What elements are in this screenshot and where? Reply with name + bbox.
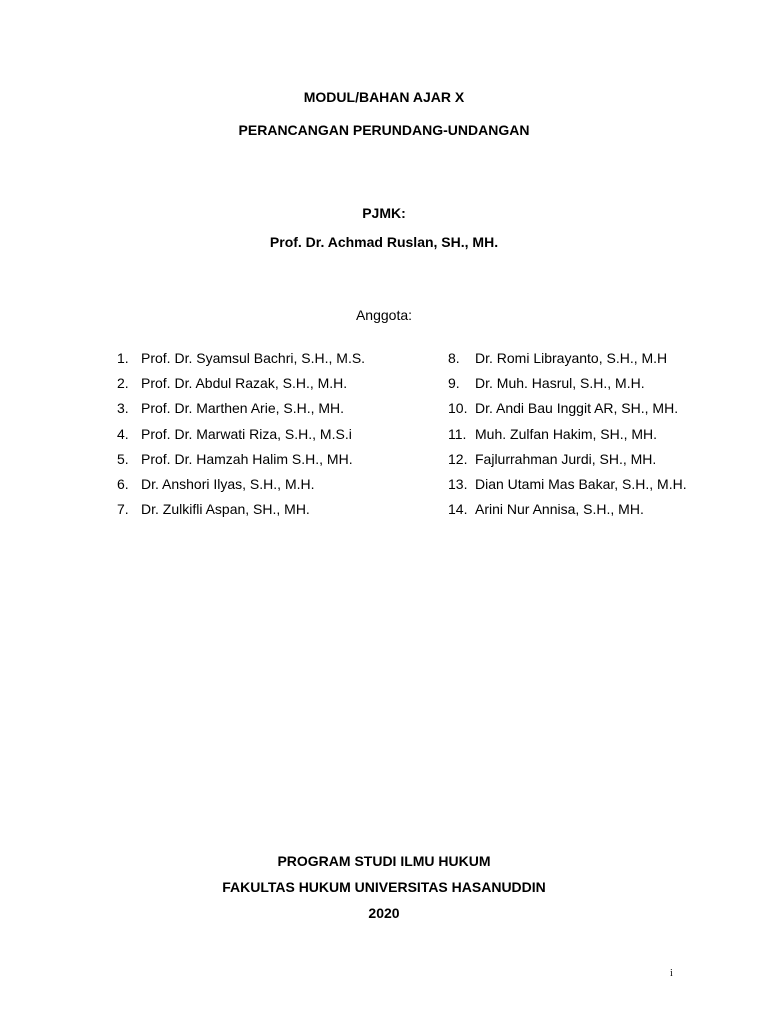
member-number: 7. (117, 501, 129, 518)
member-number: 6. (117, 475, 129, 492)
member-name: Dr. Muh. Hasrul, S.H., M.H. (475, 375, 645, 392)
list-item (448, 475, 687, 500)
list-item (117, 349, 365, 374)
member-name: Dr. Andi Bau Inggit AR, SH., MH. (475, 400, 679, 417)
member-list-left (117, 349, 365, 525)
member-name: Dr. Anshori Ilyas, S.H., M.H. (141, 475, 315, 492)
list-item (117, 399, 365, 424)
member-name: Dr. Romi Librayanto, S.H., M.H (475, 350, 668, 366)
member-name: Arini Nur Annisa, S.H., MH. (475, 501, 644, 518)
member-number: 8. (448, 350, 460, 366)
member-name: Prof. Dr. Hamzah Halim S.H., MH. (141, 450, 353, 467)
member-number: 2. (117, 375, 129, 392)
member-number: 4. (117, 425, 129, 442)
member-list-right (448, 349, 687, 525)
member-name: Dian Utami Mas Bakar, S.H., M.H. (475, 475, 687, 492)
member-number: 9. (448, 375, 460, 392)
list-item (117, 500, 365, 525)
member-name: Prof. Dr. Syamsul Bachri, S.H., M.S. (141, 350, 366, 366)
member-number: 11. (448, 425, 467, 442)
member-name: Prof. Dr. Marthen Arie, S.H., MH. (141, 400, 345, 417)
pjmk-name: Prof. Dr. Achmad Ruslan, SH., MH. (269, 234, 499, 250)
member-name: Muh. Zulfan Hakim, SH., MH. (475, 425, 658, 442)
list-item (448, 399, 687, 424)
member-number: 5. (117, 450, 129, 467)
member-name: Prof. Dr. Marwati Riza, S.H., M.S.i (141, 425, 352, 442)
anggota-label: Anggota: (355, 307, 413, 323)
member-number: 3. (117, 400, 129, 417)
program-name: PROGRAM STUDI ILMU HUKUM (277, 853, 491, 869)
pjmk-label: PJMK: (362, 205, 406, 221)
page-number: i (670, 968, 673, 979)
list-item (117, 475, 365, 500)
list-item (117, 425, 365, 450)
member-number: 12. (448, 450, 468, 467)
member-number: 1. (117, 350, 129, 366)
member-name: Fajlurrahman Jurdi, SH., MH. (475, 450, 657, 467)
document-title: MODUL/BAHAN AJAR X (303, 89, 465, 105)
year: 2020 (368, 905, 400, 921)
faculty-name: FAKULTAS HUKUM UNIVERSITAS HASANUDDIN (222, 879, 546, 895)
document-subtitle: PERANCANGAN PERUNDANG-UNDANGAN (238, 122, 530, 138)
list-item (117, 450, 365, 475)
list-item (448, 500, 687, 525)
member-number: 13. (448, 475, 468, 492)
list-item (117, 374, 365, 399)
list-item (448, 450, 687, 475)
list-item (448, 349, 687, 374)
list-item (448, 425, 687, 450)
member-number: 14. (448, 501, 468, 518)
list-item (448, 374, 687, 399)
member-name: Dr. Zulkifli Aspan, SH., MH. (141, 501, 310, 518)
member-number: 10. (448, 400, 468, 417)
member-name: Prof. Dr. Abdul Razak, S.H., M.H. (141, 375, 348, 392)
